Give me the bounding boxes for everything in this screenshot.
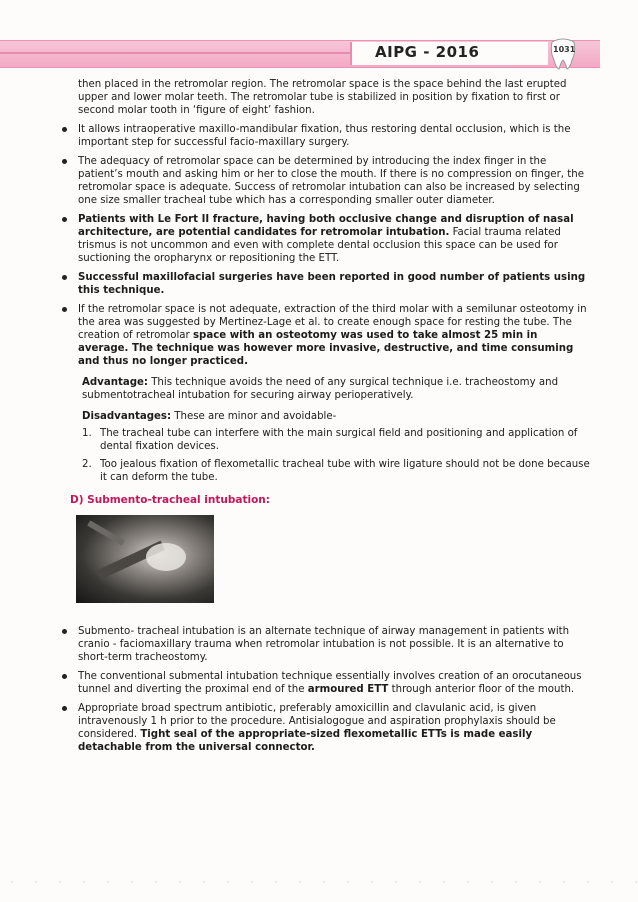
bullet-text: space with an osteotomy was used to take almost 25 min in average. The technique was however more invasive, destructive, and time consuming and thus no longer practiced. bbox=[78, 330, 574, 367]
bullet-text: through anterior floor of the mouth. bbox=[388, 684, 575, 695]
bullet-dot bbox=[62, 307, 67, 312]
list-item bbox=[60, 155, 590, 207]
bullet-text: The adequacy of retromolar space can be determined by introducing the index finger in the patient’s mouth and asking him or her to close the mouth. If there is no compression on finger, the retromolar space is adequate. Success of retromolar intubation can also be increased by selecting one size smaller tracheal tube which has a corresponding smaller outer diameter. bbox=[78, 156, 584, 206]
advantage-block bbox=[82, 376, 590, 402]
disadvantages-text: These are minor and avoidable- bbox=[171, 411, 337, 422]
bullet-text: If the retromolar space is not adequate, extraction of the third molar with a semilunar osteotomy in the area was suggested by Mertinez-Lage et al. to create enough space for resting the tube. The creation of retromolar bbox=[78, 304, 587, 341]
header-rule bbox=[0, 52, 350, 54]
bullet-text: armoured ETT bbox=[307, 684, 389, 695]
list-item bbox=[60, 625, 590, 664]
advantage-text: This technique avoids the need of any surgical technique i.e. tracheostomy and submentotracheal intubation for securing airway perioperatively. bbox=[82, 377, 559, 401]
bullet-dot bbox=[62, 674, 67, 679]
disadvantages-label: Disadvantages: bbox=[82, 411, 172, 422]
page-title: AIPG - 2016 bbox=[375, 43, 480, 61]
section-heading: D) Submento-tracheal intubation: bbox=[70, 494, 270, 506]
disadvantages-list bbox=[82, 427, 590, 484]
advantage-label: Advantage: bbox=[82, 377, 148, 388]
patient-photo bbox=[76, 515, 214, 603]
item-number: 2. bbox=[82, 459, 92, 470]
page-number: 1031 bbox=[553, 45, 576, 54]
bullet-text: Appropriate broad spectrum antibiotic, preferably amoxicillin and clavulanic acid, is given intravenously 1 h prior to the procedure. Antisialogogue and aspiration prophylaxis should be considered. bbox=[78, 703, 556, 740]
bullet-text: Submento- tracheal intubation is an alternate technique of airway management in patients with cranio - faciomaxillary trauma when retromolar intubation is not possible. It is an alternative to short-term tracheostomy. bbox=[78, 626, 570, 663]
page-content bbox=[60, 78, 590, 760]
bullet-text: It allows intraoperative maxillo-mandibular fixation, thus restoring dental occlusion, which is the important step for successful facio-maxillary surgery. bbox=[78, 124, 571, 148]
bullet-dot bbox=[62, 217, 67, 222]
bullet-dot bbox=[62, 127, 67, 132]
disadvantages-block bbox=[82, 410, 590, 484]
scan-artifact bbox=[0, 878, 638, 886]
item-text: Too jealous fixation of flexometallic tracheal tube with wire ligature should not be done because it can deform the tube. bbox=[100, 459, 590, 483]
list-item bbox=[60, 303, 590, 368]
bullet-dot bbox=[62, 159, 67, 164]
bullet-text: Patients with Le Fort II fracture, having both occlusive change and disruption of nasal architecture, are potential candidates for retromolar intubation. bbox=[78, 214, 574, 238]
list-item bbox=[60, 213, 590, 265]
bullet-dot bbox=[62, 706, 67, 711]
bullet-list-retromolar bbox=[60, 123, 590, 368]
bullet-text: Facial trauma related trismus is not uncommon and even with complete dental occlusion this space can be used for suctioning the oropharynx or repositioning the ETT. bbox=[78, 227, 561, 264]
item-number: 1. bbox=[82, 428, 92, 439]
intro-paragraph: then placed in the retromolar region. The retromolar space is the space behind the last erupted upper and lower molar teeth. The retromolar tube is stabilized in position by fixation to first or second molar tooth in ‘figure of eight’ fashion. bbox=[78, 79, 567, 116]
bullet-text: Tight seal of the appropriate-sized flexometallic ETTs is made easily detachable from the universal connector. bbox=[78, 729, 533, 753]
list-item bbox=[82, 458, 590, 484]
list-item bbox=[60, 123, 590, 149]
list-item bbox=[82, 427, 590, 453]
list-item bbox=[60, 670, 590, 696]
list-item bbox=[60, 271, 590, 297]
list-item bbox=[60, 702, 590, 754]
item-text: The tracheal tube can interfere with the main surgical field and positioning and application of dental fixation devices. bbox=[100, 428, 578, 452]
bullet-list-submento bbox=[60, 625, 590, 754]
bullet-text: The conventional submental intubation technique essentially involves creation of an orocutaneous tunnel and diverting the proximal end of the bbox=[78, 671, 582, 695]
bullet-dot bbox=[62, 629, 67, 634]
bullet-text: Successful maxillofacial surgeries have been reported in good number of patients using this technique. bbox=[78, 272, 586, 296]
bullet-dot bbox=[62, 275, 67, 280]
